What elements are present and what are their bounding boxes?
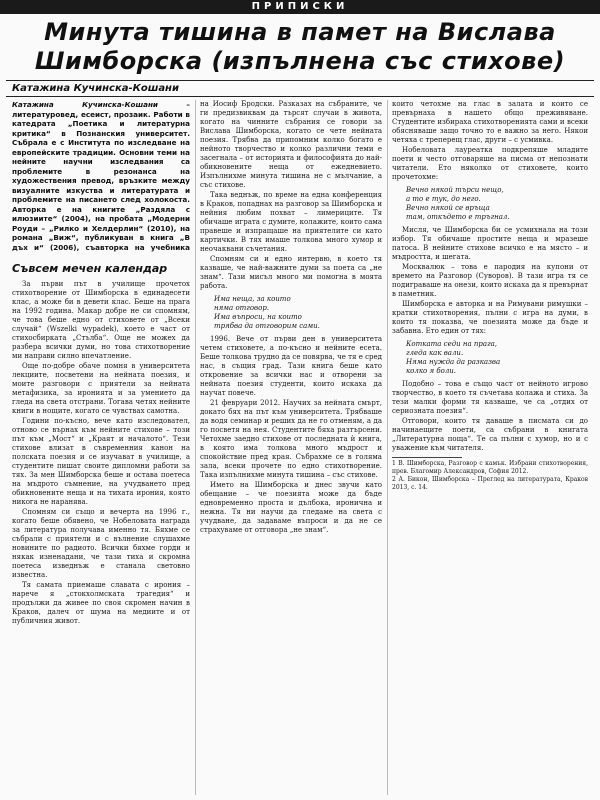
headline [6, 18, 594, 76]
paragraph: 1996. Вече от първи ден в университета четем стиховете, а по-късно и нейните есета. Беше толкова трудно да се повярва, че тя е сред нас, в същия град. Тази книга беше като откровение за всички нас и отворени за нейната поезия студенти, които искаха да научат повече. [200, 335, 382, 397]
poem-line: гледа как вали. [406, 349, 464, 357]
paragraph: Още по-добре обаче помня в университета лекциите, посветени на нейната поезия, и моите разговори с приятели за нейната метафизика, за иронията и за умението да гледа на света отстрани. Тогава четях нейните книги в нощите, когато се чувствах самотна. [12, 362, 190, 415]
paragraph: Москвалюк – това е пародия на купони от времето на Разговор (Суворов). В тази игра тя се подиграваше на онези, които искаха да я превърнат в паметник. [392, 263, 588, 298]
paragraph: Отговори, които тя даваше в писмата си до начинаещите поети, са събрани в книгата „Литературна поща“. Те са пълни с хумор, но и с уважение към читателя. [392, 417, 588, 452]
paragraph: Спомням си и едно интервю, в което тя казваше, че най-важните думи за поета са „не знам“. Тази мисъл много ми помогна в моята работа. [200, 255, 382, 290]
poem-line: Няма нужда да разказва [406, 358, 501, 366]
headline-rule [6, 80, 594, 81]
author-bio [12, 100, 190, 252]
paragraph: Тя самата приемаше славата с ирония – нарече я „стокхолмската трагедия“ и продължи да живее по своя скромен начин в Краков, далеч от шума на медиите и от публичния живот. [12, 581, 190, 625]
column-divider [195, 100, 196, 795]
poem-line: Има неща, за които [214, 295, 291, 303]
byline: Катажина Кучинска-Кошани [12, 83, 179, 94]
footnote: 1 В. Шимборска, Разговор с камък. Избрани стихотворения, прев. Благомир Александров, София 2012. [392, 460, 588, 475]
paragraph: Мисля, че Шимборска би се усмихнала на този избор. Тя обичаше простите неща и мразеше патоса. В нейните стихове всичко е на място – и мъдростта, и шегата. [392, 226, 588, 261]
poem-line: трябва да отговорим сами. [214, 322, 320, 330]
article-column-3 [392, 100, 588, 795]
paragraph: Нобеловата лауреатка подкрепяше младите поети и често отговаряше на писма от непознати читатели. Ето няколко от стиховете, които прочетохме: [392, 146, 588, 181]
poem-line: а то е тук, до него. [406, 195, 481, 203]
column-divider [387, 100, 388, 795]
headline-line-2: Шимборска (изпълнена със стихове) [34, 47, 566, 75]
paragraph: Подобно – това е също част от нейното игрово творчество, в което тя съчетава колажа и стиха. За тези малки форми тя казваше, че са „отдих от сериозната поезия“. [392, 380, 588, 415]
section-label: ПРИПИСКИ [0, 0, 600, 14]
headline-line-1: Минута тишина в памет на Вислава [44, 18, 556, 46]
paragraph: Името на Шимборска и днес звучи като обещание – че поезията може да бъде едновременно проста и дълбока, иронична и нежна. Тя ни научи да гледаме на света с учудване, да задаваме въпроси и да не се страхуваме от отговора „не знам“. [200, 481, 382, 534]
poem-excerpt-2 [406, 186, 588, 222]
article-column-1 [12, 280, 190, 795]
paragraph: на Йосиф Бродски. Разказах на събраните, че ги предизвиквам да търсят случаи в живота, когато на чинните събрания се говори за Вислава Шимборска, когато се чете нейната поезия. Трябва да припомним колко богато е нейното творчество и колко различни теми е засегнала – от историята и философията до най-обикновените неща от ежедневието. Изпълнихме минута тишина не с мълчание, а със стихове. [200, 100, 382, 189]
paragraph: които четохме на глас в залата и които се превърнаха в нашето общо преживяване. Студентите избираха стихотворенията сами и всеки обясняваше защо точно то е важно за него. Някои четяха с треперещ глас, други – с усмивка. [392, 100, 588, 144]
article-column-2 [200, 100, 382, 795]
paragraph: Така веднъж, по време на една конференция в Краков, попаднах на разговор за Шимборска и нейния любим похват – лимериците. Тя обичаше играта с думите, колажите, които сама правеше и изпращаше на приятелите си като картички. В тях имаше толкова много хумор и неочаквани съчетания. [200, 191, 382, 253]
paragraph: Шимборска е авторка и на Римувани римушки – кратки стихотворения, пълни с игра на думи, в които тя показва, че поезията може да бъде и забавна. Ето един от тях: [392, 300, 588, 335]
byline-rule [6, 96, 594, 97]
paragraph: Години по-късно, вече като изследовател, отново се върнах към нейните стихове – този път към „Мост“ и „Краят и началото“. Тези стихове влизат в съвременния канон на полската поезия и се изучават в училище, а студентите пишат своите дипломни работи за тях. За мен Шимборска беше и остава поетеса на мъдрото съмнение, на учудването пред обикновените неща и на тихата ирония, която никога не наранява. [12, 417, 190, 506]
bio-text: – литературовед, есеист, прозаик. Работи в катедрата „Поетика и литературна критика“ в Познанския университет. Събрала е с Института по изследване на европейските традиции. Основни теми на нейните научни изследвания са проблемите в резонанса на художествения превод, връзките между визуалните изкуства и литературата и проблемите на писането след холокоста. Авторка е на книгите „Раздяла с илюзиите“ (2004), на пробата „Модерни Роуди – „Рилко и Хелдерлин“ (2010), на романа „Виж“, публикуван в книга „В дъх и“ (2006), съавторка на учебника [12, 100, 190, 252]
poem-line: Има въпроси, на които [214, 313, 302, 321]
poem-line: няма отговор. [214, 304, 270, 312]
poem-line: Вечно някой се връща [406, 204, 490, 212]
subheading: Съвсем мечен календар [12, 262, 168, 275]
poem-line: там, откъдето е тръгнал. [406, 213, 510, 221]
poem-line: Вечно някой търси нещо, [406, 186, 504, 194]
poem-line: Котката седи на прага, [406, 340, 497, 348]
poem-excerpt-1 [214, 295, 382, 331]
paragraph: За първи път в училище прочетох стихотворение от Шимборска в единадесети клас, а може би в девети клас. Беше на прага на 1992 година. Макар добре не си спомням, че това беше едно от стиховете от „Всеки случай“ (Wszelki wypadek), което е част от стихосбирката „Стълба“. Още не можех да разбера всички думи, но това стихотворение ми направи силно впечатление. [12, 280, 190, 360]
paragraph: Спомням си също и вечерта на 1996 г., когато беше обявено, че Нобеловата награда за литература получава именно тя. Бяхме се събрали с приятели и с вълнение слушахме новините по радиото. Всички бяхме горди и някак изненадани, че тази тиха и скромна поетеса изведнъж е станала световно известна. [12, 508, 190, 579]
paragraph: 21 февруари 2012. Научих за нейната смърт, докато бях на път към университета. Трябваше да водя семинар и реших да не го отменям, а да го посветя на нея. Студентите бяха разтърсени. Четохме заедно стихове от последната ѝ книга, в която има толкова много мъдрост и спокойствие пред края. Събрахме се в голяма зала, всеки прочете по едно стихотворение. Така изпълнихме минута тишина – със стихове. [200, 399, 382, 479]
footnote: 2 А. Бикон, Шимборска – Преглед на литературата, Краков 2013, с. 14. [392, 476, 588, 491]
poem-line: колко я боли. [406, 367, 457, 375]
footnote-rule [392, 457, 462, 458]
bio-author-name: Катажина Кучинска-Кошани [12, 100, 158, 109]
poem-excerpt-3 [406, 340, 588, 376]
